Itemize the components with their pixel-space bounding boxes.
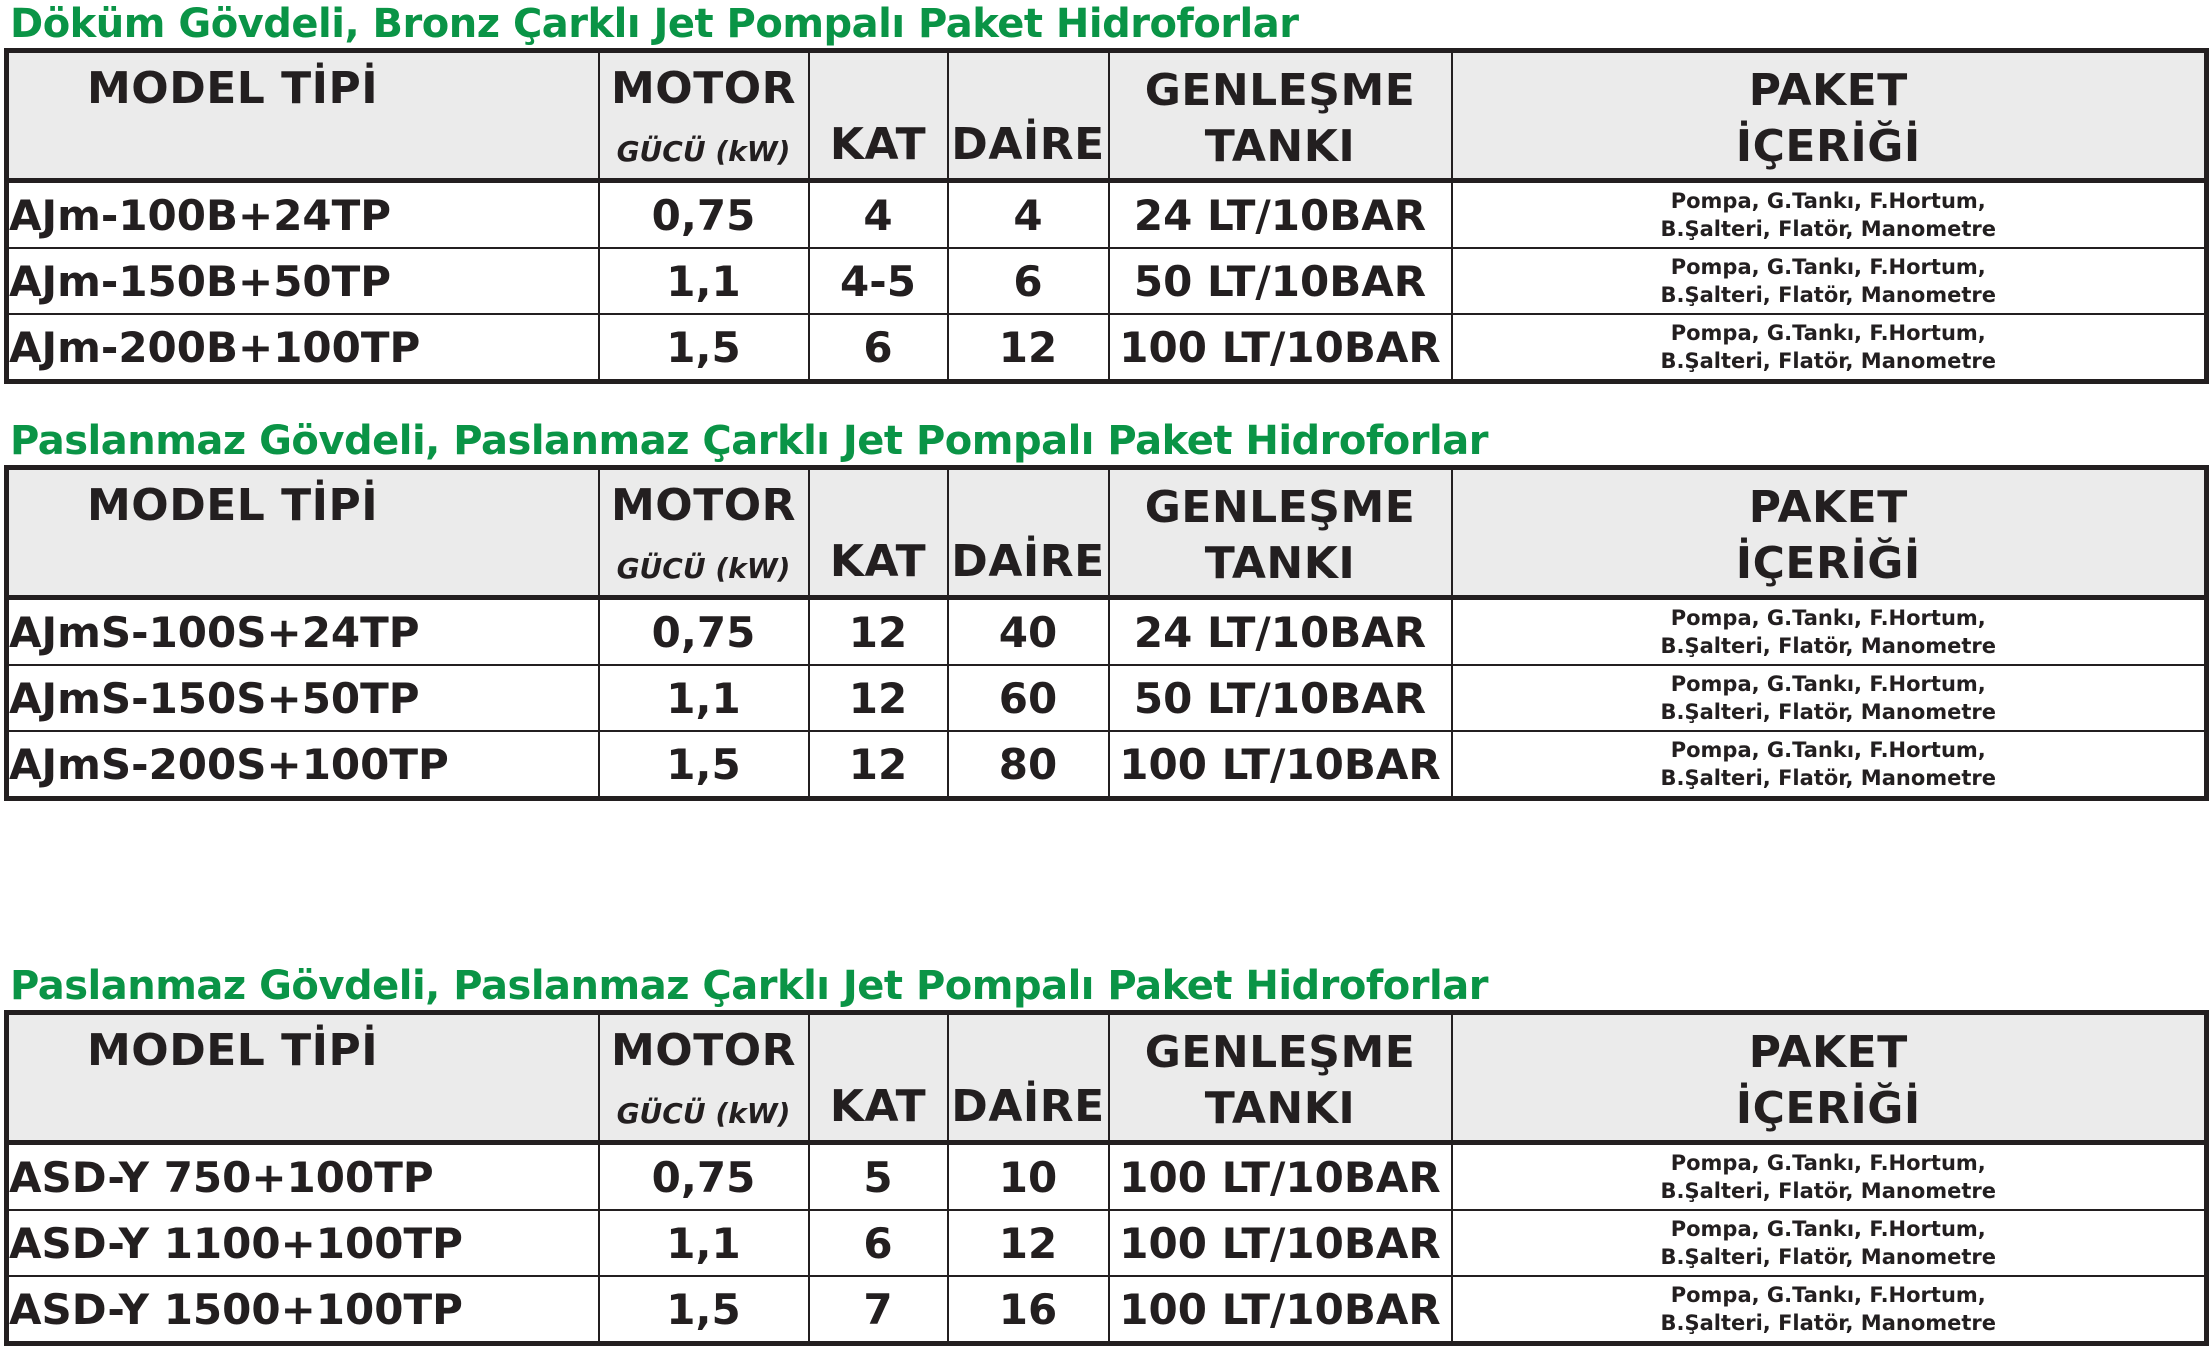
package-line-1: Pompa, G.Tankı, F.Hortum, [1670,738,1986,762]
package-line-1: Pompa, G.Tankı, F.Hortum, [1670,1151,1986,1175]
cell-kat: 7 [809,1276,948,1344]
cell-model: AJmS-150S+50TP [7,665,599,731]
cell-tank: 100 LT/10BAR [1109,314,1452,382]
cell-motor: 1,5 [599,314,809,382]
package-line-1: Pompa, G.Tankı, F.Hortum, [1670,255,1986,279]
table-row [7,1143,2207,1211]
cell-kat: 6 [809,1210,948,1276]
package-line-2: B.Şalteri, Flatör, Manometre [1660,349,1997,373]
header-package: PAKET İÇERİĞİ [1452,468,2207,598]
cell-motor: 1,1 [599,1210,809,1276]
cell-kat: 5 [809,1143,948,1211]
package-line-1: Pompa, G.Tankı, F.Hortum, [1670,1283,1986,1307]
package-line-2: B.Şalteri, Flatör, Manometre [1660,283,1997,307]
cell-package [1452,1276,2207,1344]
cell-package [1452,598,2207,666]
table-header-row [7,468,2207,598]
cell-motor: 1,5 [599,731,809,799]
package-line-1: Pompa, G.Tankı, F.Hortum, [1670,672,1986,696]
cell-package [1452,181,2207,249]
cell-model: AJmS-200S+100TP [9,739,449,789]
cell-kat: 4-5 [809,248,948,314]
table-row [7,1210,2207,1276]
cell-motor: 1,1 [599,665,809,731]
header-tank: GENLEŞME TANKI [1109,468,1452,598]
table-row [7,248,2207,314]
cell-motor: 1,5 [599,1276,809,1344]
cell-kat: 12 [809,598,948,666]
cell-daire: 12 [948,314,1109,382]
spec-table [4,48,2209,384]
header-package: PAKET İÇERİĞİ [1452,51,2207,181]
package-line-2: B.Şalteri, Flatör, Manometre [1660,766,1997,790]
table-header-row [7,51,2207,181]
cell-model: ASD-Y 1100+100TP [7,1210,599,1276]
header-motor: MOTOR GÜCÜ (kW) [599,1013,809,1143]
cell-package [1452,248,2207,314]
header-kat: KAT [809,1013,948,1143]
header-motor: MOTOR GÜCÜ (kW) [599,468,809,598]
cell-tank: 50 LT/10BAR [1109,248,1452,314]
cell-package [1452,1143,2207,1211]
package-line-2: B.Şalteri, Flatör, Manometre [1660,1311,1997,1335]
cell-package [1452,1210,2207,1276]
header-daire: DAİRE [948,1013,1109,1143]
cell-tank: 100 LT/10BAR [1109,1210,1452,1276]
cell-daire: 12 [948,1210,1109,1276]
cell-package [1452,314,2207,382]
table-row [7,731,2207,799]
table-row [7,598,2207,666]
cell-model: AJmS-100S+24TP [7,598,599,666]
cell-motor: 1,1 [599,248,809,314]
cell-motor: 0,75 [599,598,809,666]
cell-tank: 50 LT/10BAR [1109,665,1452,731]
header-daire: DAİRE [948,468,1109,598]
cell-kat: 6 [809,314,948,382]
cell-daire: 60 [948,665,1109,731]
cell-kat: 4 [809,181,948,249]
header-tank: GENLEŞME TANKI [1109,51,1452,181]
package-line-2: B.Şalteri, Flatör, Manometre [1660,217,1997,241]
cell-kat: 12 [809,731,948,799]
table-row [7,665,2207,731]
cell-model: AJm-150B+50TP [7,248,599,314]
cell-package [1452,731,2207,799]
cell-model: AJm-200B+100TP [9,322,421,372]
cell-daire: 4 [948,181,1109,249]
section-title: Paslanmaz Gövdeli, Paslanmaz Çarklı Jet Pompalı Paket Hidroforlar [10,418,1488,464]
header-model: MODEL TİPİ [7,1013,599,1143]
cell-kat: 12 [809,665,948,731]
spec-table [4,465,2209,801]
package-line-2: B.Şalteri, Flatör, Manometre [1660,1245,1997,1269]
cell-daire: 6 [948,248,1109,314]
package-line-1: Pompa, G.Tankı, F.Hortum, [1670,1217,1986,1241]
table-row [7,181,2207,249]
spec-table [4,1010,2209,1346]
cell-daire: 40 [948,598,1109,666]
header-package: PAKET İÇERİĞİ [1452,1013,2207,1143]
cell-model: ASD-Y 1500+100TP [9,1284,463,1334]
cell-daire: 16 [948,1276,1109,1344]
header-kat: KAT [809,51,948,181]
table-row [7,314,2207,382]
header-kat: KAT [809,468,948,598]
package-line-1: Pompa, G.Tankı, F.Hortum, [1670,189,1986,213]
package-line-2: B.Şalteri, Flatör, Manometre [1660,634,1997,658]
header-model: MODEL TİPİ [7,51,599,181]
cell-tank: 100 LT/10BAR [1109,1276,1452,1344]
header-daire: DAİRE [948,51,1109,181]
header-model: MODEL TİPİ [7,468,599,598]
section-title: Paslanmaz Gövdeli, Paslanmaz Çarklı Jet Pompalı Paket Hidroforlar [10,963,1488,1009]
header-tank: GENLEŞME TANKI [1109,1013,1452,1143]
section-title: Döküm Gövdeli, Bronz Çarklı Jet Pompalı Paket Hidroforlar [10,1,1299,47]
table-header-row [7,1013,2207,1143]
cell-daire: 80 [948,731,1109,799]
package-line-2: B.Şalteri, Flatör, Manometre [1660,1179,1997,1203]
cell-tank: 100 LT/10BAR [1109,731,1452,799]
cell-package [1452,665,2207,731]
cell-model: ASD-Y 750+100TP [7,1143,599,1211]
package-line-1: Pompa, G.Tankı, F.Hortum, [1670,606,1986,630]
package-line-2: B.Şalteri, Flatör, Manometre [1660,700,1997,724]
cell-motor: 0,75 [599,181,809,249]
cell-tank: 24 LT/10BAR [1109,181,1452,249]
cell-model: AJm-100B+24TP [7,181,599,249]
package-line-1: Pompa, G.Tankı, F.Hortum, [1670,321,1986,345]
cell-tank: 24 LT/10BAR [1109,598,1452,666]
cell-motor: 0,75 [599,1143,809,1211]
cell-daire: 10 [948,1143,1109,1211]
cell-tank: 100 LT/10BAR [1109,1143,1452,1211]
header-motor: MOTOR GÜCÜ (kW) [599,51,809,181]
table-row [7,1276,2207,1344]
